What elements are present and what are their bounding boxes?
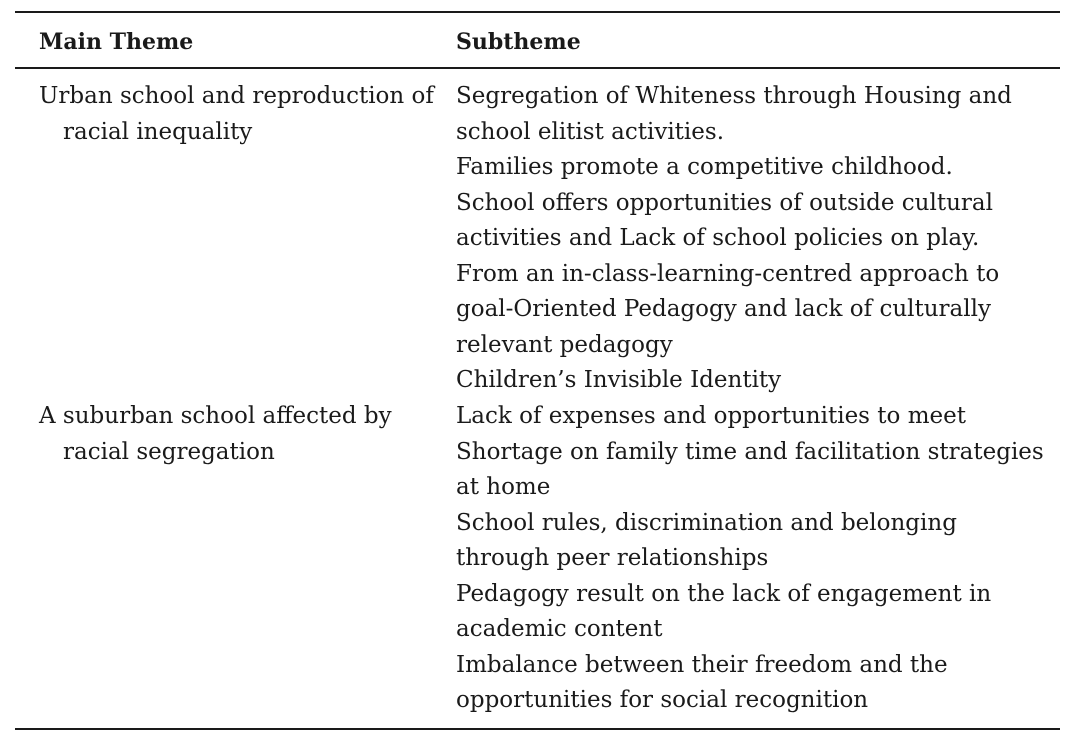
header-subtheme: Subtheme xyxy=(456,29,581,55)
table-bottom-rule xyxy=(15,728,1060,730)
row-2-subtheme xyxy=(456,399,1056,719)
subtheme-line: Imbalance between their freedom and the xyxy=(456,651,948,678)
subtheme-line: Shortage on family time and facilitation strategies xyxy=(456,438,1044,465)
header-main-theme: Main Theme xyxy=(39,29,194,55)
table-header-rule xyxy=(15,67,1060,69)
subtheme-line: Families promote a competitive childhood. xyxy=(456,154,953,180)
subtheme-line: relevant pedagogy xyxy=(456,331,673,358)
row-2-main-theme: A suburban school affected by racial segregation xyxy=(39,403,392,465)
subtheme-line: at home xyxy=(456,474,551,500)
subtheme-line: Segregation of Whiteness through Housing and xyxy=(456,83,1012,109)
subtheme-line: school elitist activities. xyxy=(456,118,725,145)
subtheme-line: Children’s Invisible Identity xyxy=(456,367,782,393)
subtheme-line: Pedagogy result on the lack of engagement in xyxy=(456,580,992,607)
subtheme-line: academic content xyxy=(456,616,663,642)
subtheme-line: School rules, discrimination and belonging xyxy=(456,509,957,536)
subtheme-line: goal-Oriented Pedagogy and lack of culturally xyxy=(456,296,991,322)
subtheme-line: Lack of expenses and opportunities to meet xyxy=(456,403,966,429)
subtheme-line: School offers opportunities of outside cultural xyxy=(456,189,993,216)
subtheme-line: activities and Lack of school policies on play. xyxy=(456,225,980,251)
subtheme-line: through peer relationships xyxy=(456,545,769,571)
row-1-main-theme: Urban school and reproduction of racial inequality xyxy=(39,83,434,145)
subtheme-line: From an in-class-learning-centred approach to xyxy=(456,260,1000,287)
table-top-rule xyxy=(15,11,1060,13)
row-1-subtheme xyxy=(456,79,1056,399)
subtheme-line: opportunities for social recognition xyxy=(456,687,869,713)
